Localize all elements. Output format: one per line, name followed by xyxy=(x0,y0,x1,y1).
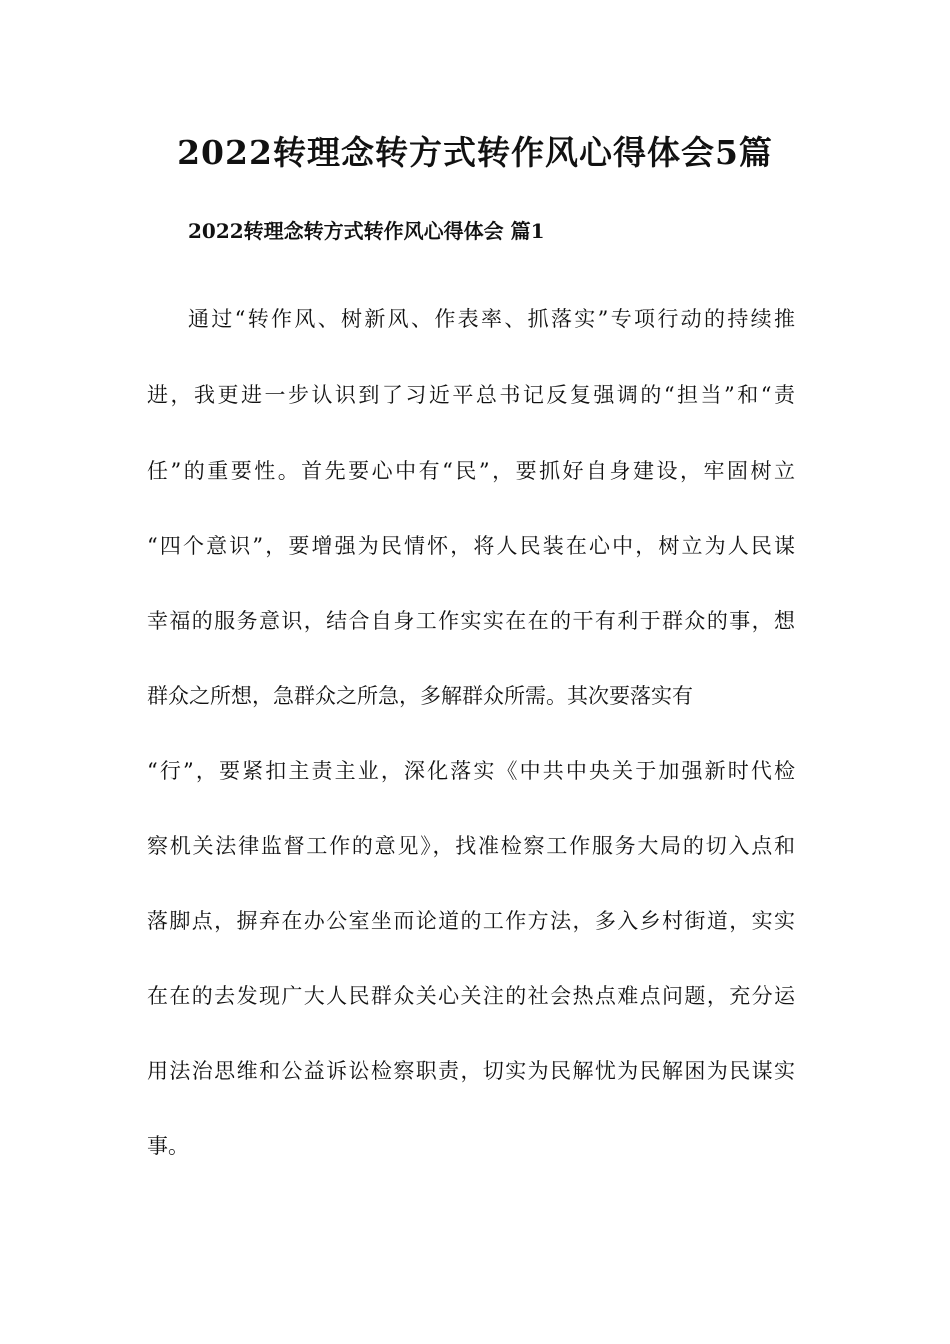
paragraph-line: 幸福的服务意识，结合自身工作实实在在的干有利于群众的事，想 xyxy=(147,609,795,633)
paragraph-line: 通过“转作风、树新风、作表率、抓落实”专项行动的持续推 xyxy=(188,307,795,331)
paragraph-line: “行”，要紧扣主责主业，深化落实《中共中央关于加强新时代检 xyxy=(147,759,795,783)
section-heading: 2022转理念转方式转作风心得体会 篇1 xyxy=(188,219,545,243)
paragraph-line: 群众之所想，急群众之所急，多解群众所需。其次要落实有 xyxy=(147,684,693,708)
paragraph-line: 事。 xyxy=(147,1134,189,1158)
paragraph-line: 进，我更进一步认识到了习近平总书记反复强调的“担当”和“责 xyxy=(147,383,795,407)
paragraph-line: 察机关法律监督工作的意见》，找准检察工作服务大局的切入点和 xyxy=(147,834,795,858)
paragraph-line: 任”的重要性。首先要心中有“民”，要抓好自身建设，牢固树立 xyxy=(147,459,795,483)
paragraph-line: “四个意识”，要增强为民情怀，将人民装在心中，树立为人民谋 xyxy=(147,534,795,558)
paragraph-line: 用法治思维和公益诉讼检察职责，切实为民解忧为民解困为民谋实 xyxy=(147,1059,795,1083)
document-title: 2022转理念转方式转作风心得体会5篇 xyxy=(177,133,773,172)
paragraph-line: 在在的去发现广大人民群众关心关注的社会热点难点问题，充分运 xyxy=(147,984,795,1008)
paragraph-line: 落脚点，摒弃在办公室坐而论道的工作方法，多入乡村街道，实实 xyxy=(147,909,795,933)
